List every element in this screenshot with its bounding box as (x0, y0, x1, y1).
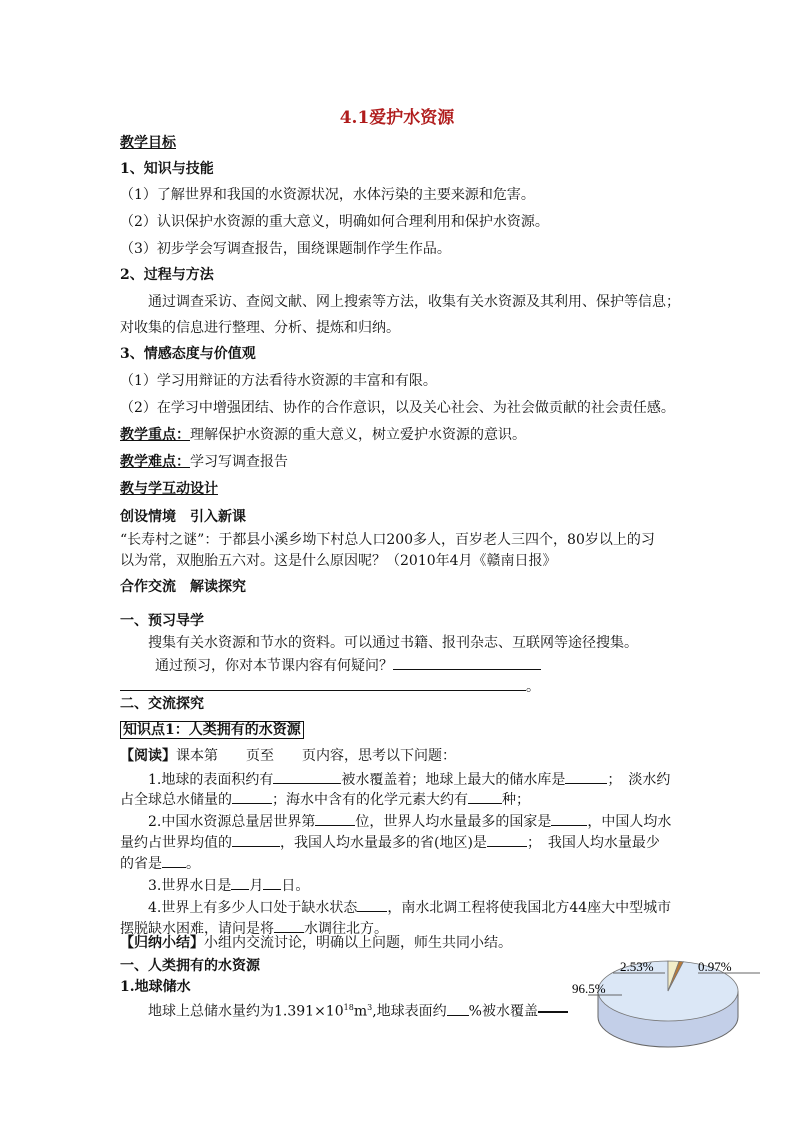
answer-blank[interactable] (120, 676, 526, 691)
design-heading: 教与学互动设计 (120, 481, 218, 497)
question-2 (148, 811, 671, 832)
q-text: ，南水北调工程将使我国北方44座大中型城市 (387, 900, 672, 916)
period: 。 (526, 679, 540, 695)
preview-text: 搜集有关水资源和节水的资料。可以通过书籍、报刊杂志、互联网等途径搜集。 (148, 635, 638, 651)
key-point-label: 教学重点： (120, 427, 190, 443)
q-text: %被水覆盖 (468, 1003, 538, 1020)
scenario-text: “长寿村之谜”：于都县小溪乡坳下村总人口200多人，百岁老人三四个，80岁以上的习 (120, 532, 655, 548)
q-text: 4.世界上有多少人口处于缺水状态 (148, 900, 358, 916)
question-3 (148, 875, 309, 896)
process-method-heading: 2、过程与方法 (120, 267, 214, 283)
cooperate-heading: 合作交流 解读探究 (120, 579, 246, 595)
q-text: ；海水中含有的化学元素大约有 (272, 792, 468, 808)
storage-text (148, 998, 568, 1022)
pie-label-seawater: 96.5% (572, 981, 606, 996)
answer-blank[interactable] (162, 853, 186, 868)
question-2-cont (120, 832, 660, 853)
answer-blank[interactable] (232, 832, 280, 847)
scenario-heading: 创设情境 引入新课 (120, 509, 246, 525)
q-text: ； 淡水约 (607, 772, 671, 788)
attitude-item: （2）在学习中增强团结、协作的合作意识，以及关心社会、为社会做贡献的社会责任感。 (120, 400, 675, 416)
attitude-heading: 3、情感态度与价值观 (120, 346, 256, 362)
process-text: 对收集的信息进行整理、分析、提炼和归纳。 (120, 320, 400, 336)
key-point (120, 425, 526, 445)
knowledge-point-1 (120, 720, 304, 740)
q-text: 月 (249, 878, 264, 894)
q-text: ,地球表面约 (372, 1003, 447, 1020)
storage-heading: 1.地球储水 (120, 979, 191, 995)
answer-blank[interactable] (315, 811, 355, 826)
q-text: ，我国人均水量最多的省(地区)是 (280, 835, 487, 851)
reading-label: 【阅读】 (120, 748, 176, 764)
answer-blank[interactable] (274, 918, 304, 933)
answer-blank[interactable] (468, 789, 502, 804)
page-title: 4.1爱护水资源 (339, 108, 455, 128)
q-text: 日。 (281, 878, 310, 894)
summary (120, 933, 512, 953)
q-text: 摆脱缺水困难，请问是将 (120, 921, 274, 937)
q-text: 1.地球的表面积约有 (148, 772, 274, 788)
objectives-heading: 教学目标 (120, 135, 176, 151)
knowledge-point-1-label: 知识点1：人类拥有的水资源 (120, 721, 304, 739)
exchange-heading: 二、交流探究 (120, 696, 204, 712)
q-text: ； 我国人均水量最少 (526, 835, 660, 851)
dash-line (538, 1011, 568, 1013)
answer-blank[interactable] (231, 875, 249, 890)
question-1 (148, 769, 670, 790)
q-text: 种； (502, 792, 530, 808)
q-text: 被水覆盖着；地球上最大的储水库是 (341, 772, 566, 788)
q-text: 。 (186, 856, 200, 872)
preview-question (155, 655, 541, 676)
q-text: 位，世界人均水量最多的国家是 (355, 814, 552, 830)
answer-blank[interactable] (273, 769, 341, 784)
q-text: m (353, 1003, 368, 1020)
scenario-text: 以为常，双胞胎五六对。这是什么原因呢？（2010年4月《赣南日报》 (120, 553, 557, 569)
difficulty (120, 452, 288, 472)
summary-text: 小组内交流讨论，明确以上问题，师生共同小结。 (204, 935, 512, 951)
q-text: 水调往北方。 (304, 921, 388, 937)
question-2-end (120, 853, 200, 874)
question-1-cont (120, 789, 530, 810)
question-4 (148, 897, 671, 918)
q-text: 2.中国水资源总量居世界第 (148, 814, 316, 830)
answer-blank[interactable] (565, 769, 607, 784)
answer-blank[interactable] (357, 897, 387, 912)
difficulty-label: 教学难点： (120, 454, 190, 470)
attitude-item: （1）学习用辩证的方法看待水资源的丰富和有限。 (120, 373, 437, 389)
answer-blank[interactable] (232, 789, 272, 804)
section1-heading: 一、人类拥有的水资源 (120, 958, 260, 974)
pie-label-other: 0.97% (698, 959, 732, 974)
water-distribution-pie-chart (570, 955, 770, 1075)
q-text: 3.世界水日是 (148, 878, 232, 894)
q-text: 占全球总水储量的 (120, 792, 232, 808)
exponent: 18 (343, 1003, 354, 1012)
answer-blank[interactable] (263, 875, 281, 890)
summary-label: 【归纳小结】 (120, 935, 204, 951)
objective-item: （2）认识保护水资源的重大意义，明确如何合理利用和保护水资源。 (120, 214, 549, 230)
q-text: 的省是 (120, 856, 162, 872)
q-text: ，中国人均水 (587, 814, 672, 830)
preview-question-text: 通过预习，你对本节课内容有何疑问？ (155, 658, 393, 674)
pie-label-freshwater: 2.53% (620, 959, 654, 974)
answer-blank[interactable] (393, 655, 541, 670)
reading-prompt (120, 746, 456, 766)
q-text: 地球上总储水量约为1.391×10 (148, 1003, 344, 1020)
objective-item: （3）初步学会写调查报告，围绕课题制作学生作品。 (120, 241, 451, 257)
answer-blank[interactable] (487, 832, 527, 847)
q-text: 量约占世界均值的 (120, 835, 232, 851)
process-text: 通过调查采访、查阅文献、网上搜索等方法，收集有关水资源及其利用、保护等信息； (148, 294, 680, 310)
knowledge-skills-heading: 1、知识与技能 (120, 161, 214, 177)
key-point-text: 理解保护水资源的重大意义，树立爱护水资源的意识。 (190, 427, 526, 443)
answer-blank[interactable] (551, 811, 587, 826)
reading-intro: 课本第 页至 页内容，思考以下问题： (176, 748, 456, 764)
answer-blank[interactable] (447, 1001, 469, 1016)
objective-item: （1）了解世界和我国的水资源状况，水体污染的主要来源和危害。 (120, 187, 535, 203)
exponent: 3 (367, 1003, 373, 1012)
preview-heading: 一、预习导学 (120, 613, 204, 629)
difficulty-text: 学习写调查报告 (190, 454, 288, 470)
